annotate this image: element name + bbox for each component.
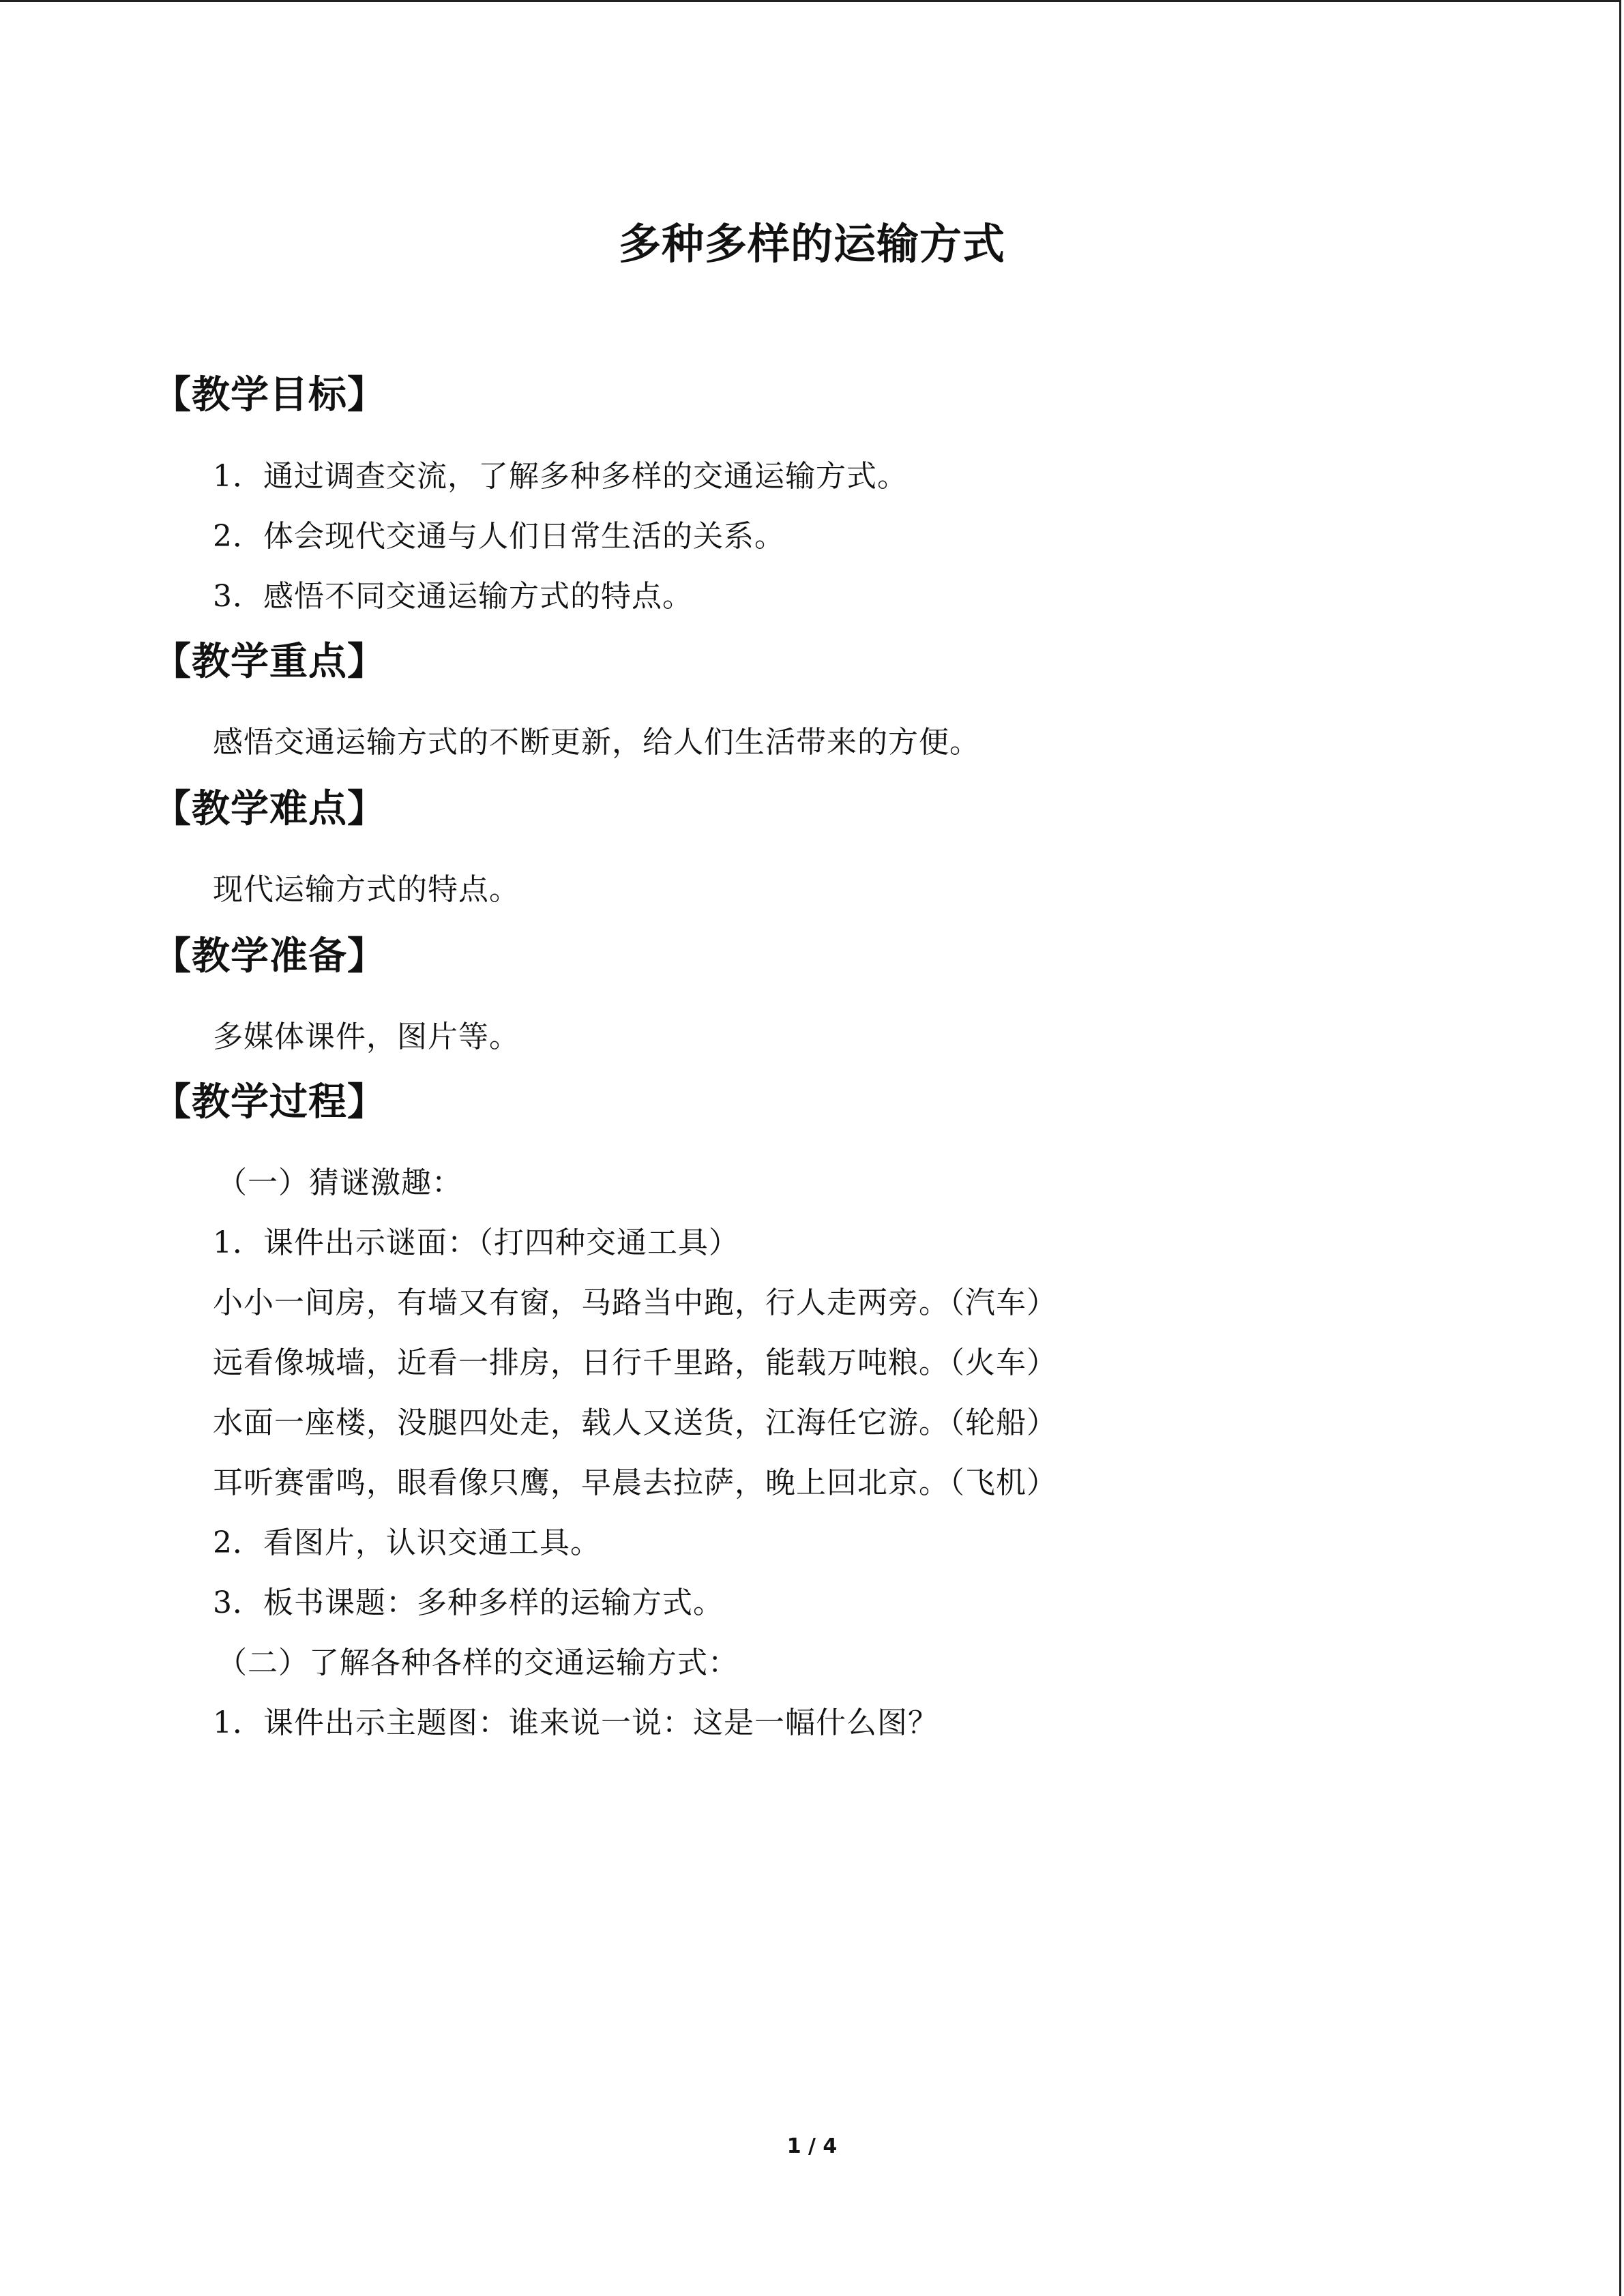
process-line-3: 小小一间房，有墙又有窗，马路当中跑，行人走两旁。（汽车）: [213, 1285, 1057, 1320]
document-title: 多种多样的运输方式: [618, 219, 1005, 269]
page-indicator: 1 / 4: [786, 2134, 838, 2158]
difficulties-text: 现代运输方式的特点。: [213, 872, 520, 907]
process-line-4: 远看像城墙，近看一排房，日行千里路，能载万吨粮。（火车）: [213, 1345, 1057, 1380]
objective-item-3: 3．感悟不同交通运输方式的特点。: [213, 579, 693, 614]
heading-process: 【教学过程】: [153, 1080, 386, 1124]
heading-difficulties: 【教学难点】: [153, 787, 386, 831]
preparation-text: 多媒体课件，图片等。: [213, 1019, 520, 1054]
process-line-8: 3．板书课题：多种多样的运输方式。: [213, 1585, 724, 1620]
heading-preparation: 【教学准备】: [153, 934, 386, 979]
process-line-5: 水面一座楼，没腿四处走，载人又送货，江海任它游。（轮船）: [213, 1405, 1057, 1440]
process-line-10: 1．课件出示主题图：谁来说一说：这是一幅什么图？: [213, 1705, 939, 1740]
process-line-6: 耳听赛雷鸣，眼看像只鹰，早晨去拉萨，晚上回北京。（飞机）: [213, 1465, 1057, 1500]
process-line-1: （一）猜谜激趣：: [217, 1165, 462, 1200]
process-line-9: （二）了解各种各样的交通运输方式：: [217, 1645, 739, 1680]
heading-key-points: 【教学重点】: [153, 640, 386, 684]
heading-objectives: 【教学目标】: [153, 373, 386, 417]
process-line-7: 2．看图片，认识交通工具。: [213, 1525, 601, 1560]
objective-item-2: 2．体会现代交通与人们日常生活的关系。: [213, 519, 785, 554]
objective-item-1: 1．通过调查交流，了解多种多样的交通运输方式。: [213, 459, 908, 494]
process-line-2: 1．课件出示谜面：（打四种交通工具）: [213, 1225, 739, 1260]
key-points-text: 感悟交通运输方式的不断更新，给人们生活带来的方便。: [213, 725, 980, 760]
